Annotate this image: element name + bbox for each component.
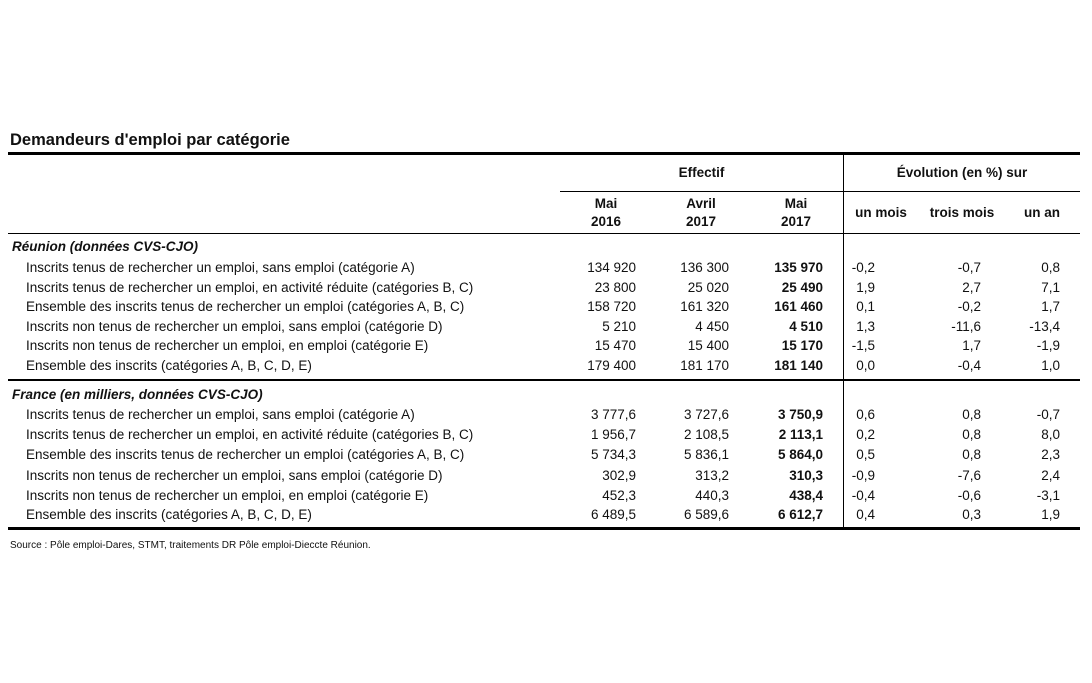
bottom-rule (8, 527, 1080, 530)
cell-un-an: 1,7 (1041, 299, 1060, 315)
cell-avril-2017: 161 320 (680, 299, 729, 315)
cell-trois-mois: -0,6 (957, 487, 981, 503)
cell-avril-2017: 4 450 (695, 318, 729, 334)
cell-un-mois: 0,2 (856, 427, 875, 443)
cell-trois-mois: -0,7 (957, 260, 981, 275)
header-col-avril-2017 (661, 195, 741, 231)
header-effectif: Effectif (678, 165, 725, 180)
cell-mai-2016: 5 734,3 (590, 447, 636, 463)
row-label: Ensemble des inscrits (catégories A, B, C, D, E) (26, 507, 312, 522)
cell-mai-2016: 23 800 (594, 279, 636, 295)
cell-mai-2017: 3 750,9 (777, 407, 823, 422)
header-col-mai-2016 (566, 195, 646, 231)
cell-mai-2017: 15 170 (781, 338, 823, 354)
header-col-trois-mois: trois mois (929, 205, 995, 220)
cell-trois-mois: -11,6 (951, 318, 981, 334)
row-label: Ensemble des inscrits tenus de rechercher un emploi (catégories A, B, C) (26, 447, 465, 463)
cell-un-mois: 0,5 (856, 447, 875, 463)
cell-trois-mois: 0,8 (962, 427, 981, 443)
table-row (0, 407, 1092, 427)
cell-avril-2017: 5 836,1 (683, 447, 729, 463)
row-label: Inscrits non tenus de rechercher un emploi, en emploi (catégorie E) (26, 338, 429, 354)
row-label: Inscrits non tenus de rechercher un emploi, sans emploi (catégorie D) (26, 467, 443, 483)
cell-mai-2017: 25 490 (781, 279, 823, 295)
cell-trois-mois: 0,8 (962, 447, 981, 463)
cell-un-an: -1,9 (1036, 338, 1060, 354)
cell-un-an: 0,8 (1041, 260, 1060, 275)
header-col-avril-2017-year: 2017 (685, 214, 717, 229)
cell-trois-mois: 2,7 (962, 279, 981, 295)
header-col-mai-2017-year: 2017 (780, 214, 812, 229)
header-evolution: Évolution (en %) sur (896, 165, 1028, 180)
cell-mai-2017: 161 460 (774, 299, 823, 315)
cell-mai-2016: 3 777,6 (590, 407, 636, 422)
row-label: Inscrits tenus de rechercher un emploi, sans emploi (catégorie A) (26, 260, 415, 275)
top-rule (8, 152, 1080, 155)
cell-un-mois: -0,9 (851, 467, 875, 483)
row-label: Inscrits tenus de rechercher un emploi, en activité réduite (catégories B, C) (26, 279, 474, 295)
cell-trois-mois: 0,3 (962, 507, 981, 522)
section-divider-rule (8, 379, 1080, 381)
table-title: Demandeurs d'emploi par catégorie (10, 131, 290, 149)
cell-avril-2017: 15 400 (687, 338, 729, 354)
cell-avril-2017: 136 300 (680, 260, 729, 275)
table-row (0, 447, 1092, 467)
cell-un-mois: 0,0 (856, 358, 875, 373)
table-row (0, 260, 1092, 280)
cell-un-mois: -0,4 (851, 487, 875, 503)
cell-un-mois: 0,6 (856, 407, 875, 422)
table-row (0, 358, 1092, 378)
row-label: Inscrits non tenus de rechercher un emploi, en emploi (catégorie E) (26, 487, 429, 503)
cell-mai-2016: 15 470 (594, 338, 636, 354)
cell-un-an: 1,9 (1041, 507, 1060, 522)
header-col-mai-2016-month: Mai (594, 196, 618, 211)
header-col-avril-2017-month: Avril (686, 196, 716, 211)
cell-un-an: -0,7 (1036, 407, 1060, 422)
row-label: Inscrits tenus de rechercher un emploi, sans emploi (catégorie A) (26, 407, 415, 422)
table-row (0, 299, 1092, 319)
header-col-mai-2017-month: Mai (784, 196, 808, 211)
cell-mai-2016: 5 210 (602, 318, 636, 334)
cell-un-mois: 0,1 (856, 299, 875, 315)
cell-un-mois: -0,2 (851, 260, 875, 275)
cell-mai-2016: 179 400 (587, 358, 636, 373)
cell-trois-mois: -0,4 (957, 358, 981, 373)
cell-mai-2017: 135 970 (774, 260, 823, 275)
cell-mai-2017: 4 510 (789, 318, 823, 334)
cell-trois-mois: -0,2 (957, 299, 981, 315)
header-bottom-rule (8, 233, 1080, 234)
cell-mai-2017: 2 113,1 (778, 427, 823, 443)
cell-trois-mois: 0,8 (962, 407, 981, 422)
cell-mai-2016: 6 489,5 (590, 507, 636, 522)
table-row (0, 468, 1092, 488)
table-row (0, 338, 1092, 358)
cell-trois-mois: -7,6 (957, 467, 981, 483)
cell-mai-2017: 181 140 (774, 358, 823, 373)
row-label: Inscrits non tenus de rechercher un emploi, sans emploi (catégorie D) (26, 318, 443, 334)
cell-un-mois: 0,4 (856, 507, 875, 522)
cell-mai-2016: 1 956,7 (590, 427, 636, 443)
cell-mai-2016: 158 720 (587, 299, 636, 315)
cell-avril-2017: 3 727,6 (683, 407, 729, 422)
row-label: Inscrits tenus de rechercher un emploi, en activité réduite (catégories B, C) (26, 427, 474, 443)
cell-avril-2017: 25 020 (687, 279, 729, 295)
cell-avril-2017: 6 589,6 (683, 507, 729, 522)
cell-un-an: 1,0 (1041, 358, 1060, 373)
cell-mai-2017: 6 612,7 (777, 507, 823, 522)
cell-mai-2016: 452,3 (602, 487, 636, 503)
cell-un-an: -13,4 (1029, 318, 1060, 334)
cell-un-mois: 1,9 (856, 279, 875, 295)
cell-avril-2017: 181 170 (680, 358, 729, 373)
cell-avril-2017: 440,3 (695, 487, 729, 503)
table-row (0, 488, 1092, 508)
cell-un-an: -3,1 (1036, 487, 1060, 503)
header-col-mai-2017 (756, 195, 836, 231)
row-label: Ensemble des inscrits (catégories A, B, C, D, E) (26, 358, 312, 373)
cell-un-an: 8,0 (1041, 427, 1060, 443)
table-row (0, 280, 1092, 300)
cell-mai-2017: 438,4 (789, 487, 823, 503)
table-row (0, 507, 1092, 527)
section-heading-reunion: Réunion (données CVS-CJO) (12, 239, 199, 254)
section-heading-france: France (en milliers, données CVS-CJO) (12, 387, 263, 402)
cell-un-mois: 1,3 (856, 318, 875, 334)
header-col-mai-2016-year: 2016 (590, 214, 622, 229)
cell-un-an: 7,1 (1041, 279, 1060, 295)
cell-un-an: 2,3 (1041, 447, 1060, 463)
cell-mai-2017: 310,3 (789, 467, 823, 483)
header-col-un-mois: un mois (855, 205, 907, 220)
header-col-un-an: un an (1024, 205, 1060, 220)
cell-mai-2016: 302,9 (602, 467, 636, 483)
table-row (0, 427, 1092, 447)
effectif-underline (560, 191, 843, 192)
cell-avril-2017: 313,2 (695, 467, 729, 483)
cell-trois-mois: 1,7 (962, 338, 981, 354)
cell-un-an: 2,4 (1041, 467, 1060, 483)
table-row (0, 319, 1092, 339)
cell-un-mois: -1,5 (851, 338, 875, 354)
row-label: Ensemble des inscrits tenus de rechercher un emploi (catégories A, B, C) (26, 299, 465, 315)
evolution-underline (844, 191, 1080, 192)
cell-avril-2017: 2 108,5 (683, 427, 729, 443)
source-note: Source : Pôle emploi-Dares, STMT, traitements DR Pôle emploi-Dieccte Réunion. (10, 540, 371, 551)
cell-mai-2016: 134 920 (587, 260, 636, 275)
cell-mai-2017: 5 864,0 (777, 447, 823, 463)
